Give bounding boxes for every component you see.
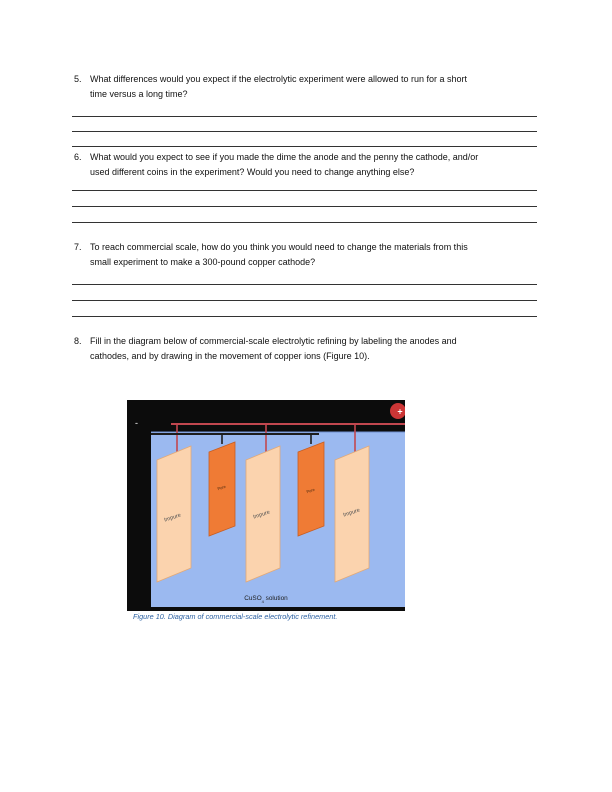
question-line: What differences would you expect if the electrolytic experiment were allowed to run for a short — [90, 74, 468, 84]
plate-label: Pure — [305, 486, 316, 495]
electrolytic-refining-diagram[interactable] — [127, 400, 405, 611]
answer-line[interactable] — [72, 300, 537, 301]
question-line: To reach commercial scale, how do you think you would need to change the materials from this — [90, 242, 468, 252]
question-line: What would you expect to see if you made the dime the anode and the penny the cathode, and/or — [90, 152, 479, 162]
question-number: 6. — [74, 152, 82, 162]
question-7 — [74, 240, 544, 270]
figure-caption: Figure 10. Diagram of commercial-scale electrolytic refinement. — [133, 612, 338, 621]
question-line: small experiment to make a 300-pound copper cathode? — [90, 257, 316, 267]
plate-label: Impure — [342, 507, 361, 519]
answer-line[interactable] — [72, 146, 537, 147]
question-text — [90, 334, 544, 364]
plate-label: Impure — [163, 512, 182, 524]
answer-line[interactable] — [72, 131, 537, 132]
question-text — [90, 72, 544, 102]
question-text — [90, 150, 544, 180]
answer-line[interactable] — [72, 116, 537, 117]
question-8 — [74, 334, 544, 364]
negative-terminal-sign: - — [135, 418, 138, 428]
question-line: Fill in the diagram below of commercial-scale electrolytic refining by labeling the anodes and — [90, 336, 457, 346]
answer-line[interactable] — [72, 206, 537, 207]
answer-line[interactable] — [72, 222, 537, 223]
question-line: used different coins in the experiment? Would you need to change anything else? — [90, 167, 415, 177]
question-5 — [74, 72, 544, 102]
answer-line[interactable] — [72, 190, 537, 191]
answer-line[interactable] — [72, 284, 537, 285]
question-line: time versus a long time? — [90, 89, 188, 99]
plate-label: Impure — [252, 509, 271, 521]
plate-label: Pure — [216, 483, 227, 492]
question-6 — [74, 150, 544, 180]
solution-label: CuSO$_4$ solution — [244, 595, 288, 604]
question-number: 5. — [74, 74, 82, 84]
question-number: 8. — [74, 336, 82, 346]
question-text — [90, 240, 544, 270]
diagram-svg — [127, 400, 405, 611]
question-number: 7. — [74, 242, 82, 252]
answer-line[interactable] — [72, 316, 537, 317]
positive-terminal-sign: + — [397, 406, 403, 417]
question-line: cathodes, and by drawing in the movement of copper ions (Figure 10). — [90, 351, 370, 361]
